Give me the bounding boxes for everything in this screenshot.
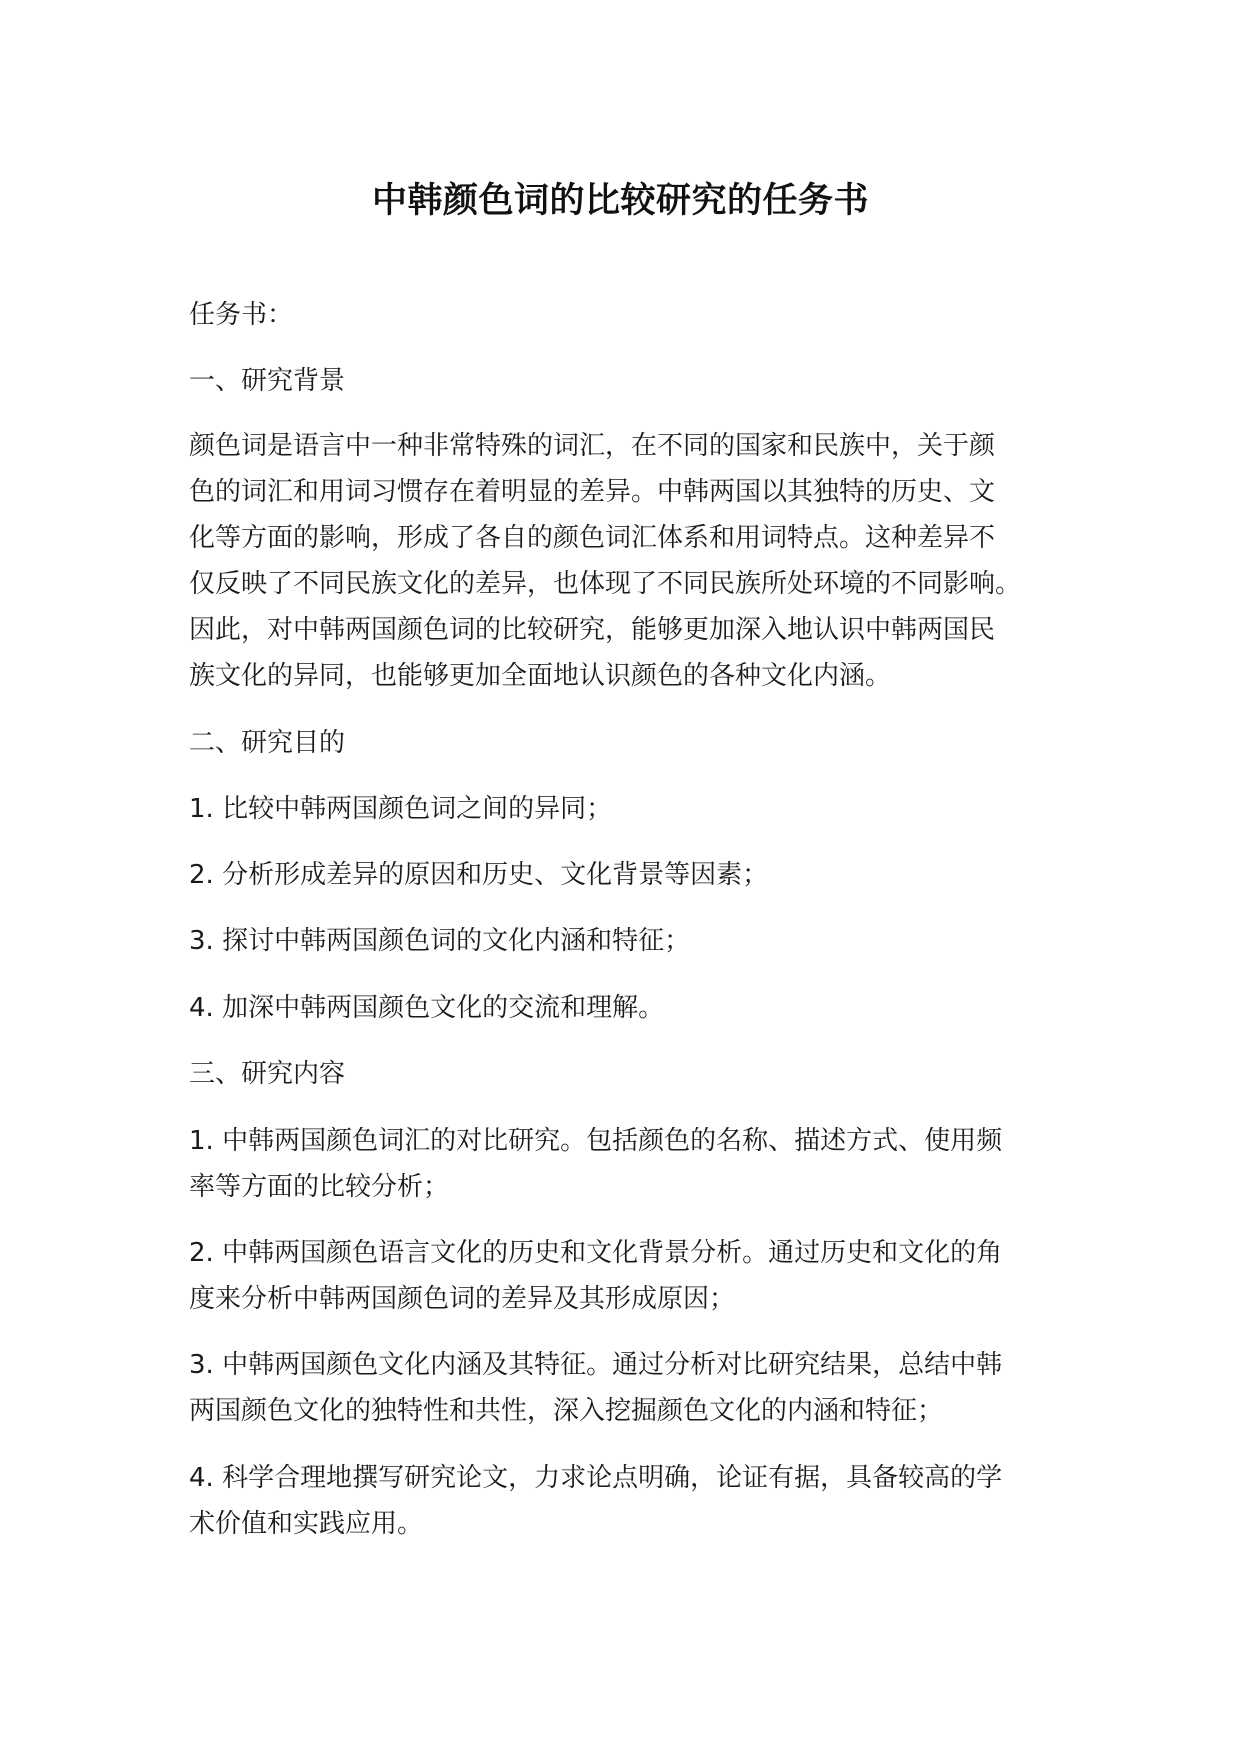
paragraph-line: 仅反映了不同民族文化的差异，也体现了不同民族所处环境的不同影响。 <box>189 569 1022 599</box>
content-item <box>189 1455 1069 1547</box>
content-item-line: 4. 科学合理地撰写研究论文，力求论点明确，论证有据，具备较高的学 <box>189 1463 1003 1493</box>
paragraph-line: 族文化的异同，也能够更加全面地认识颜色的各种文化内涵。 <box>189 661 892 691</box>
content-item-line: 2. 中韩两国颜色语言文化的历史和文化背景分析。通过历史和文化的角 <box>189 1238 1003 1268</box>
purpose-item: 1. 比较中韩两国颜色词之间的异同； <box>189 794 613 824</box>
paragraph-line: 颜色词是语言中一种非常特殊的词汇，在不同的国家和民族中，关于颜 <box>189 431 996 461</box>
paragraph-line: 色的词汇和用词习惯存在着明显的差异。中韩两国以其独特的历史、文 <box>189 477 996 507</box>
content-item-line: 度来分析中韩两国颜色词的差异及其形成原因； <box>189 1284 736 1314</box>
section-heading-background: 一、研究背景 <box>189 366 346 396</box>
paragraph-line: 因此，对中韩两国颜色词的比较研究，能够更加深入地认识中韩两国民 <box>189 615 996 645</box>
content-item <box>189 1342 1069 1434</box>
content-item <box>189 1118 1069 1210</box>
content-item-line: 率等方面的比较分析； <box>189 1172 450 1202</box>
content-item-line: 术价值和实践应用。 <box>189 1509 424 1539</box>
content-item-line: 3. 中韩两国颜色文化内涵及其特征。通过分析对比研究结果，总结中韩 <box>189 1350 1003 1380</box>
purpose-item: 2. 分析形成差异的原因和历史、文化背景等因素； <box>189 860 769 890</box>
task-label: 任务书： <box>189 300 294 330</box>
section-heading-purpose: 二、研究目的 <box>189 728 346 758</box>
document-title: 中韩颜色词的比较研究的任务书 <box>371 181 869 221</box>
content-item-line: 两国颜色文化的独特性和共性，深入挖掘颜色文化的内涵和特征； <box>189 1396 944 1426</box>
purpose-item: 3. 探讨中韩两国颜色词的文化内涵和特征； <box>189 926 691 956</box>
content-item <box>189 1230 1069 1322</box>
content-item-line: 1. 中韩两国颜色词汇的对比研究。包括颜色的名称、描述方式、使用频 <box>189 1126 1003 1156</box>
section-heading-content: 三、研究内容 <box>189 1059 346 1089</box>
background-paragraph <box>189 423 1069 699</box>
paragraph-line: 化等方面的影响，形成了各自的颜色词汇体系和用词特点。这种差异不 <box>189 523 996 553</box>
purpose-item: 4. 加深中韩两国颜色文化的交流和理解。 <box>189 993 665 1023</box>
